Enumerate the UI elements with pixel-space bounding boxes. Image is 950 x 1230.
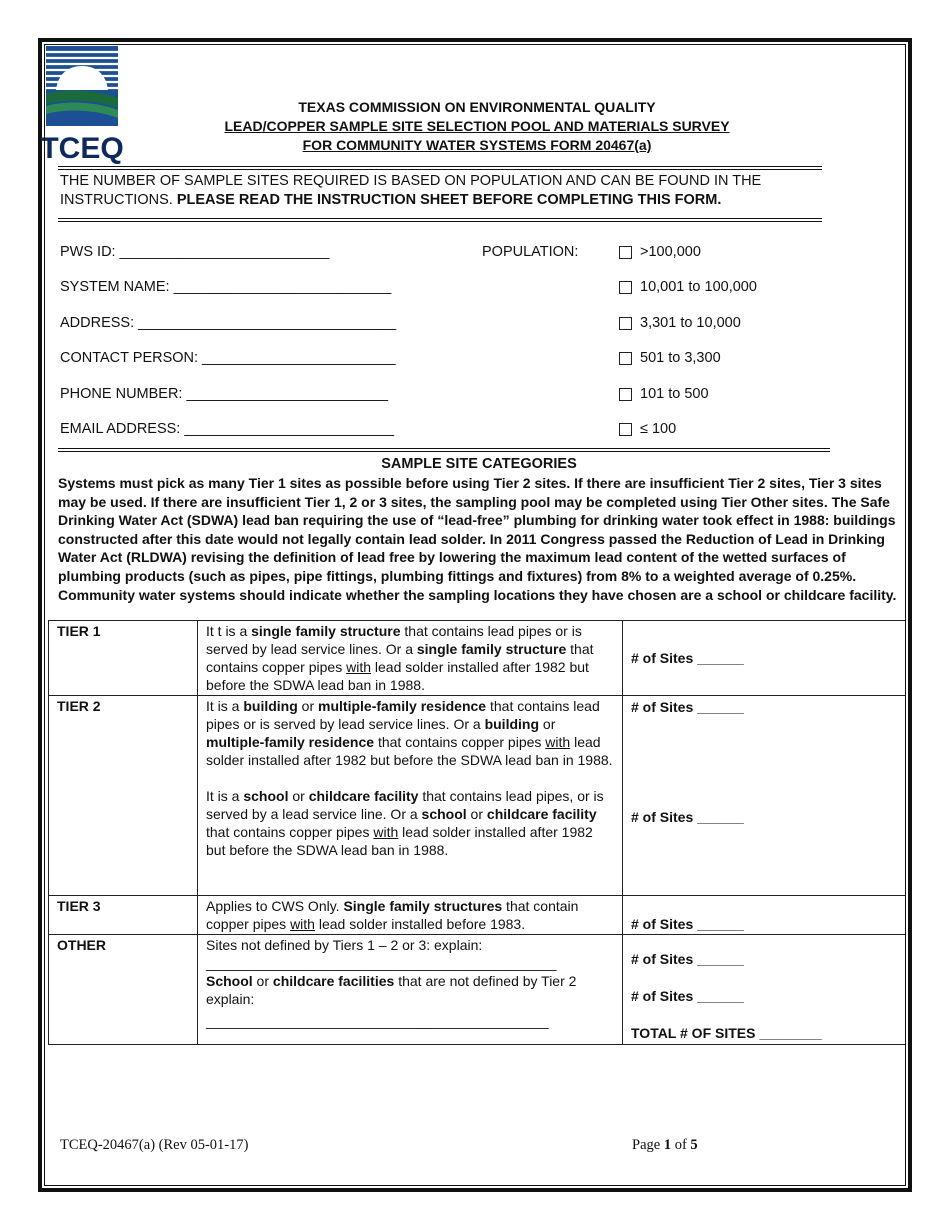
form-id: TCEQ-20467(a) (Rev 05-01-17)	[60, 1137, 249, 1153]
sites-count-cell	[623, 696, 906, 896]
svg-text:TCEQ: TCEQ	[40, 132, 124, 165]
sites-count-field[interactable]: # of Sites ______	[631, 988, 744, 1004]
tceq-emblem-icon	[40, 46, 124, 165]
tier-description: Sites not defined by Tiers 1 – 2 or 3: explain: _____________________________________________ School or childcare facilities that are not defined by Tier 2 explain: ____________________________________________	[198, 935, 623, 1045]
pws-id-field[interactable]: PWS ID: __________________________	[60, 244, 330, 260]
checkbox[interactable]	[619, 281, 632, 294]
checkbox[interactable]	[619, 317, 632, 330]
page-number: Page 1 of 5	[632, 1137, 698, 1153]
population-option[interactable]: 101 to 500	[619, 386, 709, 402]
population-option[interactable]: ≤ 100	[619, 421, 676, 437]
population-option[interactable]: 3,301 to 10,000	[619, 315, 741, 331]
sites-count-cell	[623, 935, 906, 1045]
contact-person-field[interactable]: CONTACT PERSON: ________________________	[60, 350, 396, 366]
tier-description: It t is a single family structure that contains lead pipes or is served by lead service lines. Or a single family structure that contains copper pipes with lead solder installed after 1982 but before the SDWA lead ban in 1988.	[198, 621, 623, 696]
form-subtitle: FOR COMMUNITY WATER SYSTEMS FORM 20467(a)	[302, 137, 652, 153]
tier-description: It is a building or multiple-family residence that contains lead pipes or is served by lead service lines. Or a building or multiple-family residence that contains copper pipes with lead solder installed after 1982 but before the SDWA lead ban in 1988. It is a school or childcare facility that contains lead pipes, or is served by a lead service line. Or a school or childcare facility that contains copper pipes with lead solder installed after 1982 but before the SDWA lead ban in 1988.	[198, 696, 623, 896]
tier-label: OTHER	[49, 935, 198, 1045]
checkbox[interactable]	[619, 423, 632, 436]
sites-count-field[interactable]: # of Sites ______	[631, 699, 744, 715]
system-name-field[interactable]: SYSTEM NAME: ___________________________	[60, 279, 392, 295]
tier-label: TIER 3	[49, 896, 198, 935]
form-title: LEAD/COPPER SAMPLE SITE SELECTION POOL AND MATERIALS SURVEY	[224, 118, 730, 134]
tier-description: Applies to CWS Only. Single family structures that contain copper pipes with lead solder installed before 1983.	[198, 896, 623, 935]
table-row	[49, 696, 906, 896]
divider	[58, 448, 830, 452]
intro-text: THE NUMBER OF SAMPLE SITES REQUIRED IS BASED ON POPULATION AND CAN BE FOUND IN THE INSTRUCTIONS. PLEASE READ THE INSTRUCTION SHEET BEFORE COMPLETING THIS FORM.	[60, 173, 762, 208]
sites-count-field[interactable]: # of Sites ______	[623, 896, 906, 935]
table-row	[49, 896, 906, 935]
categories-text: Systems must pick as many Tier 1 sites as possible before using Tier 2 sites. If there are insufficient Tier 2 sites, Tier 3 sites may be used. If there are insufficient Tier 1, 2 or 3 sites, the sampling pool may be completed using Tier Other sites. The Safe Drinking Water Act (SDWA) lead ban requiring the use of “lead-free” plumbing for drinking water took effect in 1988: buildings constructed after this date would not legally contain lead solder. In 2011 Congress passed the Reduction of Lead in Drinking Water Act (RLDWA) revising the definition of lead free by lowering the maximum lead content of the wetted surfaces of plumbing products (such as pipes, pipe fittings, plumbing fittings and fixtures) from 8% to a weighted average of 0.25%. Community water systems should indicate whether the sampling locations they have chosen are a school or childcare facility.	[58, 475, 897, 603]
tier-label: TIER 2	[49, 696, 198, 896]
phone-number-field[interactable]: PHONE NUMBER: _________________________	[60, 386, 389, 402]
tier-label: TIER 1	[49, 621, 198, 696]
sites-count-field[interactable]: # of Sites ______	[631, 951, 744, 967]
tceq-logo	[40, 46, 124, 165]
checkbox[interactable]	[619, 352, 632, 365]
email-address-field[interactable]: EMAIL ADDRESS: __________________________	[60, 421, 395, 437]
population-option[interactable]: >100,000	[619, 244, 701, 260]
total-sites-field[interactable]: TOTAL # OF SITES ________	[631, 1025, 822, 1041]
sites-count-field[interactable]: # of Sites ______	[623, 621, 906, 696]
table-row	[49, 935, 906, 1045]
form-header	[192, 98, 762, 155]
checkbox[interactable]	[619, 388, 632, 401]
intro-instruction: PLEASE READ THE INSTRUCTION SHEET BEFORE COMPLETING THIS FORM.	[176, 192, 722, 208]
form-page	[38, 38, 912, 1192]
address-field[interactable]: ADDRESS: ________________________________	[60, 315, 397, 331]
explain-line[interactable]: ____________________________________________	[206, 1013, 549, 1029]
divider	[58, 166, 822, 170]
table-row	[49, 621, 906, 696]
population-option[interactable]: 501 to 3,300	[619, 350, 721, 366]
checkbox[interactable]	[619, 246, 632, 259]
divider	[58, 218, 822, 222]
explain-line[interactable]: _____________________________________________	[206, 955, 557, 971]
population-option[interactable]: 10,001 to 100,000	[619, 279, 757, 295]
population-label: POPULATION:	[482, 244, 579, 260]
tiers-table	[48, 620, 906, 1045]
agency-title: TEXAS COMMISSION ON ENVIRONMENTAL QUALITY	[298, 99, 656, 115]
sites-count-field[interactable]: # of Sites ______	[631, 809, 744, 825]
categories-title: SAMPLE SITE CATEGORIES	[381, 456, 577, 472]
